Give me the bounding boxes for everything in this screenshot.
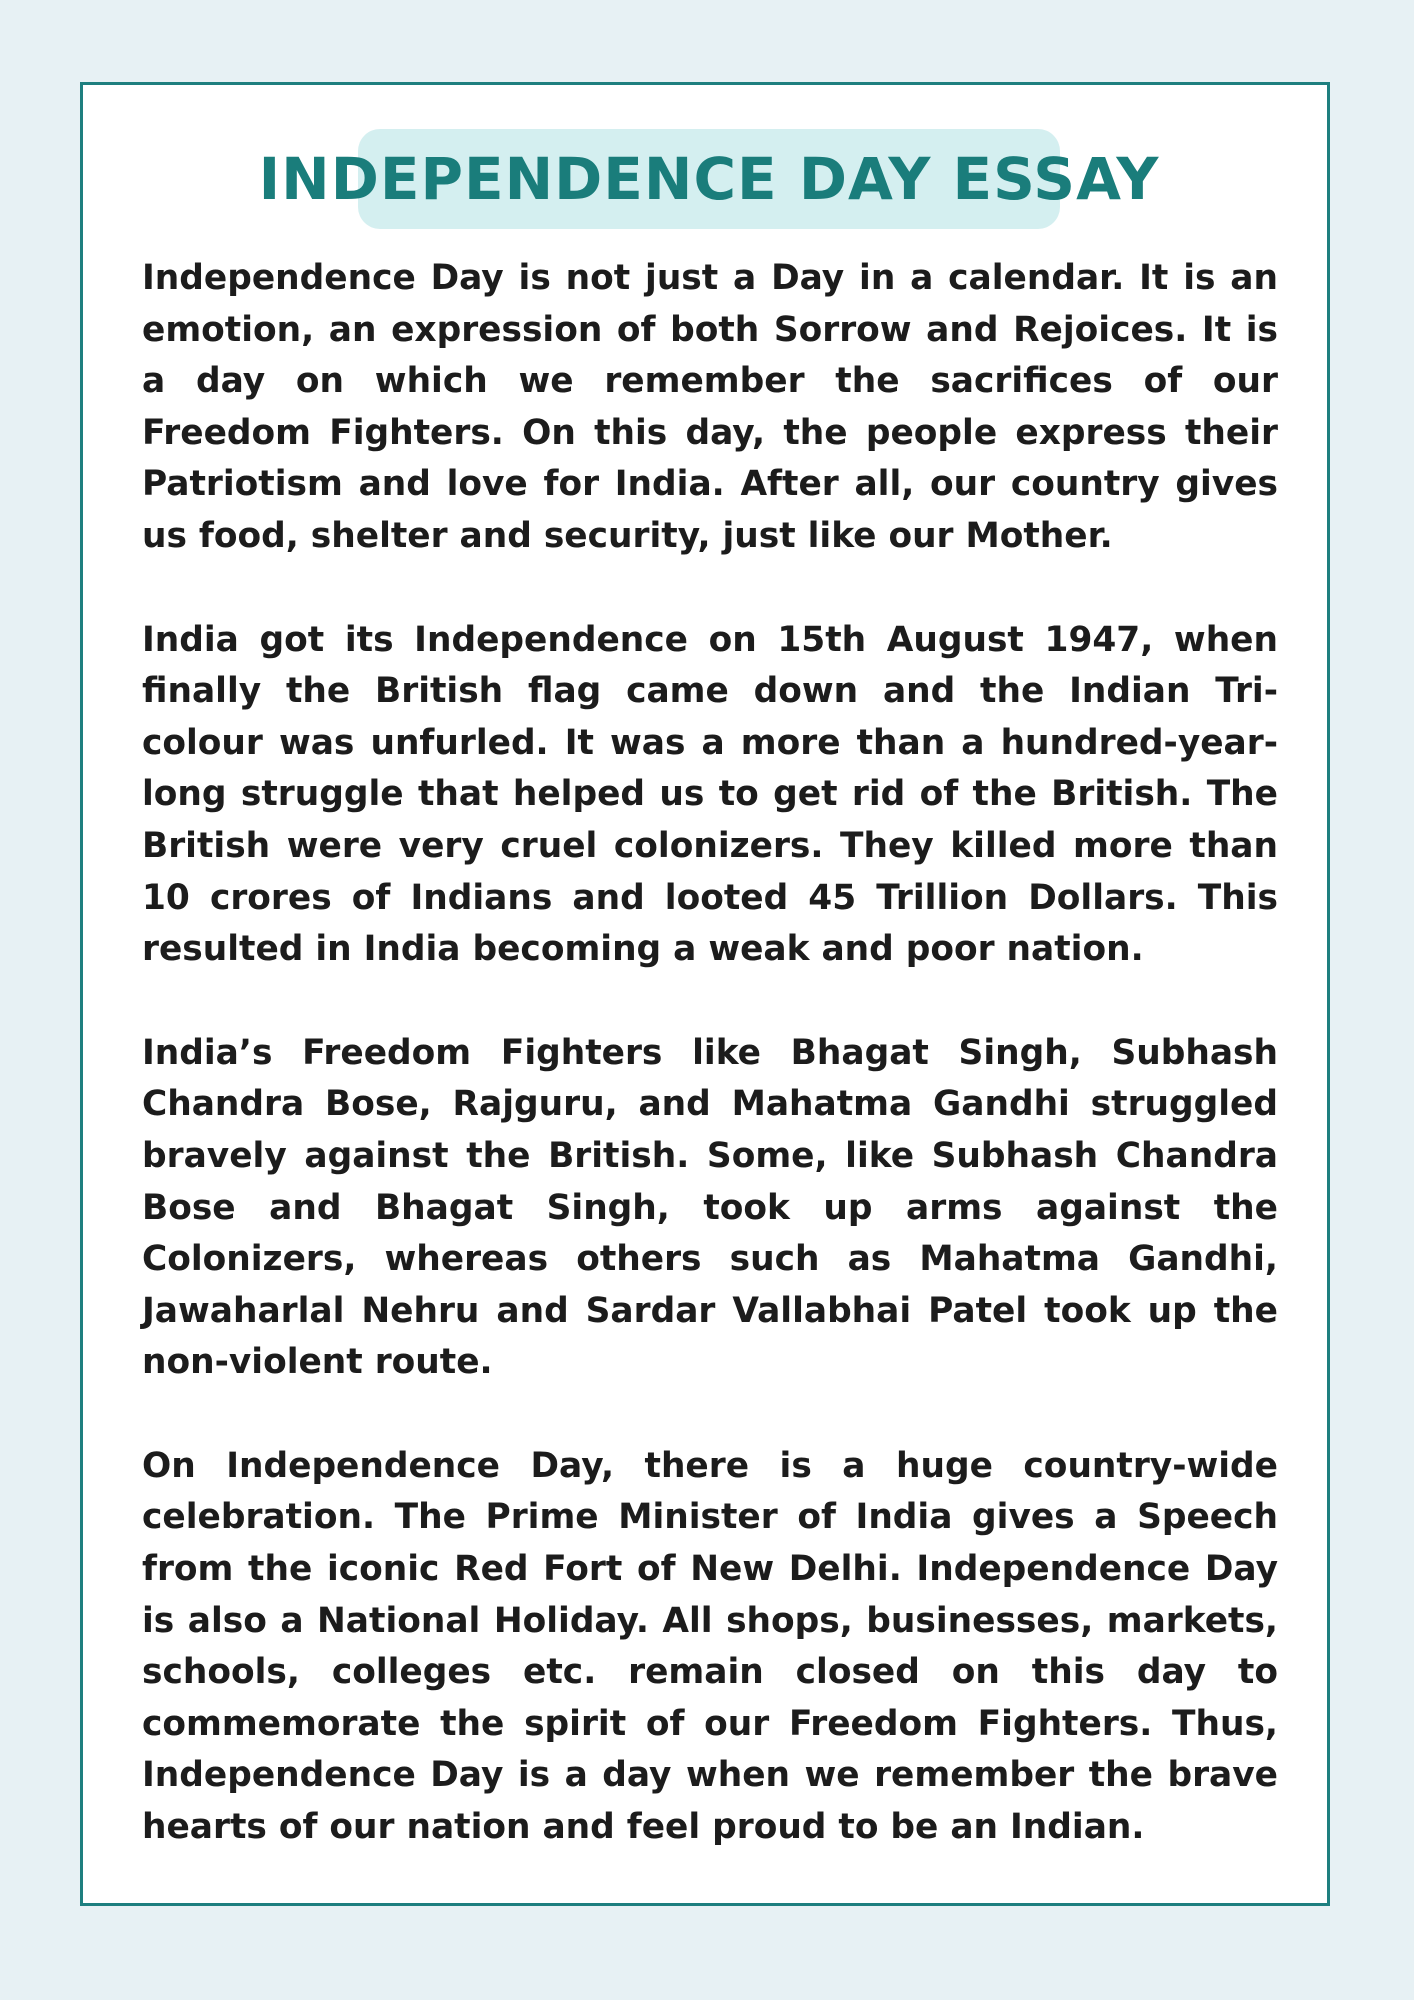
paragraph-history: India got its Independence on 15th August 1947, when finally the British flag came down and the Indian Tri-colour was unfurled. It was a more than a hundred-year-long struggle that helped us to get rid of the British. The British were very cruel colonizers. They killed more than 10 crores of Indians and looted 45 Trillion Dollars. This resulted in India becoming a weak and poor nation. [142, 619, 1278, 970]
page-title: INDEPENDENCE DAY ESSAY [258, 145, 1160, 213]
essay-body [142, 253, 1278, 1854]
paragraph-celebration: On Independence Day, there is a huge country-wide celebration. The Prime Minister of India gives a Speech from the iconic Red Fort of New Delhi. Independence Day is also a National Holiday. All shops, businesses, markets, schools, colleges etc. remain closed on this day to commemorate the spirit of our Freedom Fighters. Thus, Independence Day is a day when we remember the brave hearts of our nation and feel proud to be an Indian. [142, 1445, 1278, 1848]
title-banner [258, 129, 1160, 229]
paragraph-freedom-fighters: India’s Freedom Fighters like Bhagat Singh, Subhash Chandra Bose, Rajguru, and Mahatma Gandhi struggled bravely against the British. Some, like Subhash Chandra Bose and Bhagat Singh, took up arms against the Colonizers, whereas others such as Mahatma Gandhi, Jawaharlal Nehru and Sardar Vallabhai Patel took up the non-violent route. [142, 1032, 1278, 1383]
essay-sheet [80, 82, 1330, 1906]
paragraph-intro: Independence Day is not just a Day in a calendar. It is an emotion, an expression of both Sorrow and Rejoices. It is a day on which we remember the sacrifices of our Freedom Fighters. On this day, the people express their Patriotism and love for India. After all, our country gives us food, shelter and security, just like our Mother. [142, 258, 1278, 556]
